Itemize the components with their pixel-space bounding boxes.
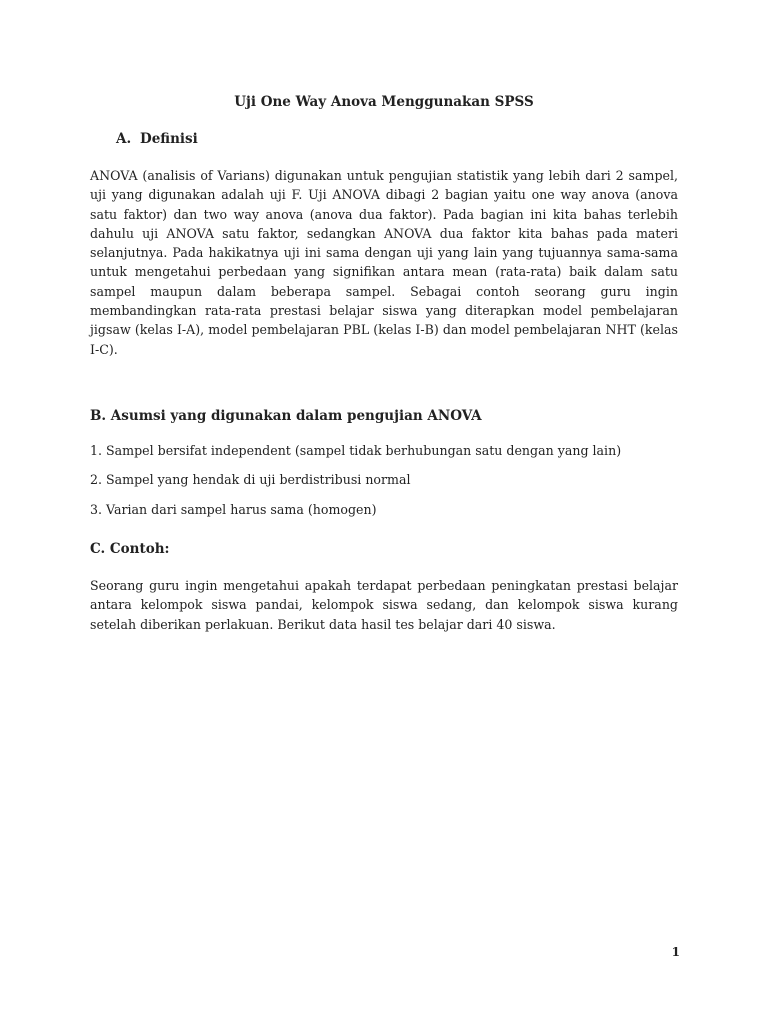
page-number: 1 xyxy=(671,945,680,959)
section-a-marker: A. xyxy=(116,131,132,147)
definition-paragraph: ANOVA (analisis of Varians) digunakan untuk pengujian statistik yang lebih dari 2 sampel, uji yang digunakan adalah uji F. Uji ANOVA dibagi 2 bagian yaitu one way anova (anova satu faktor) dan two way anova (anova dua faktor). Pada bagian ini kita bahas terlebih dahulu uji ANOVA satu faktor, sedangkan ANOVA dua faktor kita bahas pada materi selanjutnya. Pada hakikatnya uji ini sama dengan uji yang lain yang tujuannya sama-sama untuk mengetahui perbedaan yang signifikan antara mean (rata-rata) baik dalam satu sampel maupun dalam beberapa sampel. Sebagai contoh seorang guru ingin membandingkan rata-rata prestasi belajar siswa yang diterapkan model pembelajaran jigsaw (kelas I-A), model pembelajaran PBL (kelas I-B) dan model pembelajaran NHT (kelas I-C). xyxy=(90,168,678,357)
assumption-item-1: 1. Sampel bersifat independent (sampel tidak berhubungan satu dengan yang lain) xyxy=(90,443,622,458)
assumption-item-2: 2. Sampel yang hendak di uji berdistribusi normal xyxy=(90,472,411,487)
example-paragraph: Seorang guru ingin mengetahui apakah terdapat perbedaan peningkatan prestasi belajar antara kelompok siswa pandai, kelompok siswa sedang, dan kelompok siswa kurang setelah diberikan perlakuan. Berikut data hasil tes belajar dari 40 siswa. xyxy=(90,578,678,632)
section-c-heading: C. Contoh: xyxy=(90,541,170,557)
document-title: Uji One Way Anova Menggunakan SPSS xyxy=(234,94,534,110)
section-a-heading xyxy=(116,131,198,147)
section-a-heading-text: Definisi xyxy=(140,131,198,147)
assumption-item-3: 3. Varian dari sampel harus sama (homogen) xyxy=(90,502,377,517)
section-b-heading: B. Asumsi yang digunakan dalam pengujian ANOVA xyxy=(90,408,482,424)
